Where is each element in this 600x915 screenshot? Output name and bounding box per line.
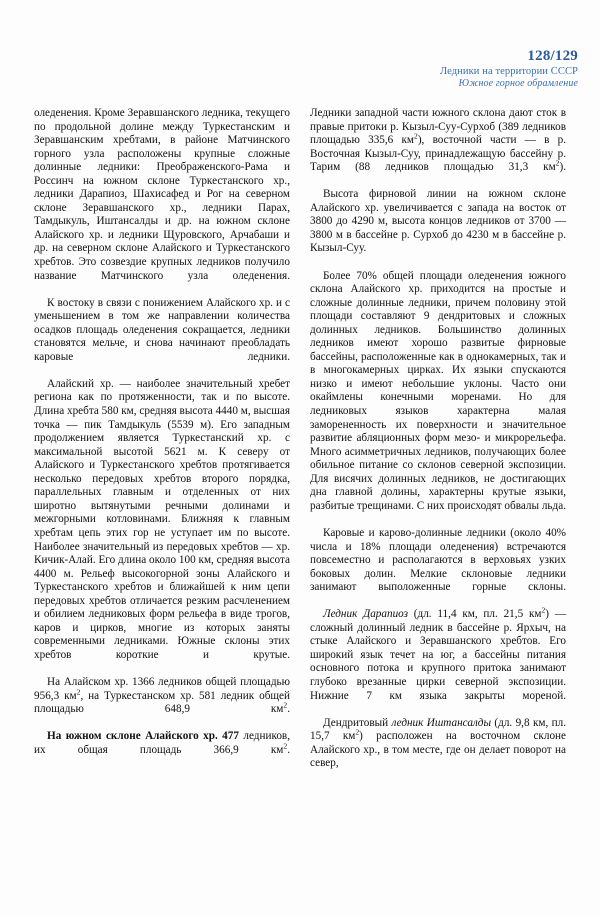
text-run: , на Туркестанском хр. 581 ледник общей площадью 648,9 км bbox=[34, 689, 290, 716]
text-run: (дл. 11,4 км, пл. 21,5 км bbox=[408, 608, 542, 621]
text-run: 2 bbox=[414, 131, 418, 141]
text-run: 2 bbox=[355, 727, 360, 737]
text-run: Алайский хр. — наиболее значительный хребет региона как по протяженности, так и по высоте. Длина хребта 580 км, средняя высота 4440 м, высшая точка — пик Тамдыкуль (5539 м). Его западным продолжением является Туркестанский хр. с максимальной высотой 5621 м. К северу от Алайского и Туркестанского хребтов протягивается несколько передовых хребтов второго порядка, параллельных главным и отделенных от них широтно вытянутыми речными долинами и межгорными котловинами. Ближняя к главным хребтам цепь этих гор не уступает им по высоте. Наиболее значительный из передовых хребтов — хр. Кичик-Алай. Его длина около 100 км, средняя высота 4400 м. Рельеф высокогорной зоны Алайского и Туркестанского хребтов и ближайшей к ним цепи передовых хребтов отличается резким расчленением и обилием ледниковых форм рельефа в виде трогов, каров и цирков, многие из которых заняты современными ледниками. Южные склоны этих хребтов короткие и крутые. bbox=[34, 377, 290, 661]
text-run: Каровые и карово-долинные ледники (около 40% числа и 18% площади оледенения) встречаются повсеместно и располагаются в верховьях узких боковых долин. Мелкие склоновые ледники занимают выположенные горные склоны. bbox=[310, 526, 566, 594]
paragraph bbox=[34, 378, 290, 676]
text-run: ледников, их общая площадь 366,9 км bbox=[34, 730, 290, 756]
text-run: На южном склоне Алайского хр. 477 bbox=[47, 730, 239, 743]
text-run: Высота фирновой линии на южном склоне Алайского хр. увеличивается с запада на восток от 3800 до 4290 м, высота концов ледников от 3700 — 3800 м в бассейне р. Сурхоб до 4230 м в бассейне р. Кызыл-Суу. bbox=[310, 188, 566, 255]
text-run: Дендритовый bbox=[323, 716, 392, 729]
text-run: оледенения. Кроме Зеравшанского ледника, текущего по продольной долине между Туркестанским и Зеравшанским хребтами, в районе Матчинского горного узла расположены крупные сложные долинные ледники: Преображенского-Рама и Россинч на южном склоне Туркестанского хр., ледники Дарапиоз, Шахисафед и Рог на северном склоне Зеравшанского хр., ледники Парах, Тамдыкуль, Иштансалды и др. на южном склоне Алайского хр. и ледники Щуровского, Арчабаши и др. на северном склоне Алайского и Туркестанского хребтов. Это созвездие крупных ледников получило название Матчинского узла оледенения. bbox=[34, 107, 290, 282]
text-run: ). bbox=[559, 161, 566, 174]
text-run: Более 70% общей площади оледенения южного склона Алайского хр. приходится на простые и сложные долинные ледники, причем половину этой площади составляют 9 дендритовых и сложных долинных ледников. Большинство долинных ледников имеют хорошо развитые фирновые бассейны, расположенные как в однокамерных, так и в многокамерных цирках. Их языки спускаются низко и имеют небольшие уклоны. Часто они окаймлены конечными моренами. Но для ледниковых языков характерна малая заморененность их поверхности и значительное развитие абляционных форм мезо- и микрорельефа. Много асимметричных ледников, получающих более обильное питание со склонов северной экспозиции. Для висячих долинных ледников, не достигающих дна главной долины, характерны крутые языки, разбитые трещинами. С них происходят обвалы льда. bbox=[310, 269, 566, 512]
page-folio: 128/129 bbox=[527, 48, 578, 64]
paragraph bbox=[310, 107, 566, 188]
paragraph bbox=[310, 605, 567, 716]
paragraph bbox=[34, 730, 290, 771]
body-columns bbox=[34, 107, 566, 867]
text-run: . bbox=[287, 743, 290, 756]
left-text-column bbox=[34, 107, 290, 867]
text-run: 2 bbox=[555, 158, 560, 168]
text-run: (дл. 9,8 км, пл. 15,7 км bbox=[310, 716, 566, 743]
text-run: 2 bbox=[283, 700, 288, 710]
running-head bbox=[318, 48, 578, 89]
text-run: ) расположен на восточном склоне Алайского хр., в том месте, где он делает поворот на север, bbox=[310, 730, 566, 770]
paragraph bbox=[310, 270, 566, 527]
text-run: 2 bbox=[541, 605, 546, 615]
text-run: Ледник Дарапиоз bbox=[323, 608, 408, 621]
paragraph bbox=[310, 527, 566, 608]
paragraph bbox=[34, 297, 290, 378]
text-run: 2 bbox=[283, 740, 288, 750]
text-run: ледник Иштансалды bbox=[391, 716, 492, 729]
text-run: ) — сложный долинный ледник в бассейне р. Ярхыч, на стыке Алайского и Зеравшанского хребтов. Его широкий язык течет на юг, а бассейны питания основного потока и крупного притока занимают глубоко врезанные цирки северной экспозиции. Нижние 7 км языка закрыты мореной. bbox=[310, 608, 567, 702]
text-run: На Алайском хр. 1366 ледников общей площадью 956,3 км bbox=[34, 675, 290, 702]
text-run: 2 bbox=[76, 686, 81, 696]
text-run: . bbox=[287, 703, 290, 716]
book-title: Ледники на территории СССР bbox=[439, 65, 578, 77]
paragraph bbox=[310, 188, 566, 269]
text-run: ), восточной части — в р. Восточная Кызыл-Суу, принадлежащую бассейну р. Тарим (88 ледников площадью 31,3 км bbox=[310, 134, 566, 174]
right-text-column bbox=[310, 107, 566, 867]
section-title: Южное горное обрамление bbox=[458, 77, 578, 89]
paragraph bbox=[34, 107, 290, 297]
paragraph bbox=[34, 676, 290, 730]
paragraph bbox=[310, 717, 566, 785]
text-run: К востоку в связи с понижением Алайского хр. и с уменьшением в том же направлении количества осадков площадь оледенения сокращается, ледники становятся мельче, и снова начинают преобладать каровые ледники. bbox=[34, 296, 290, 363]
text-run: Ледники западной части южного склона дают сток в правые притоки р. Кызыл-Суу-Сурхоб (389 ледников площадью 335,6 км bbox=[310, 107, 566, 147]
